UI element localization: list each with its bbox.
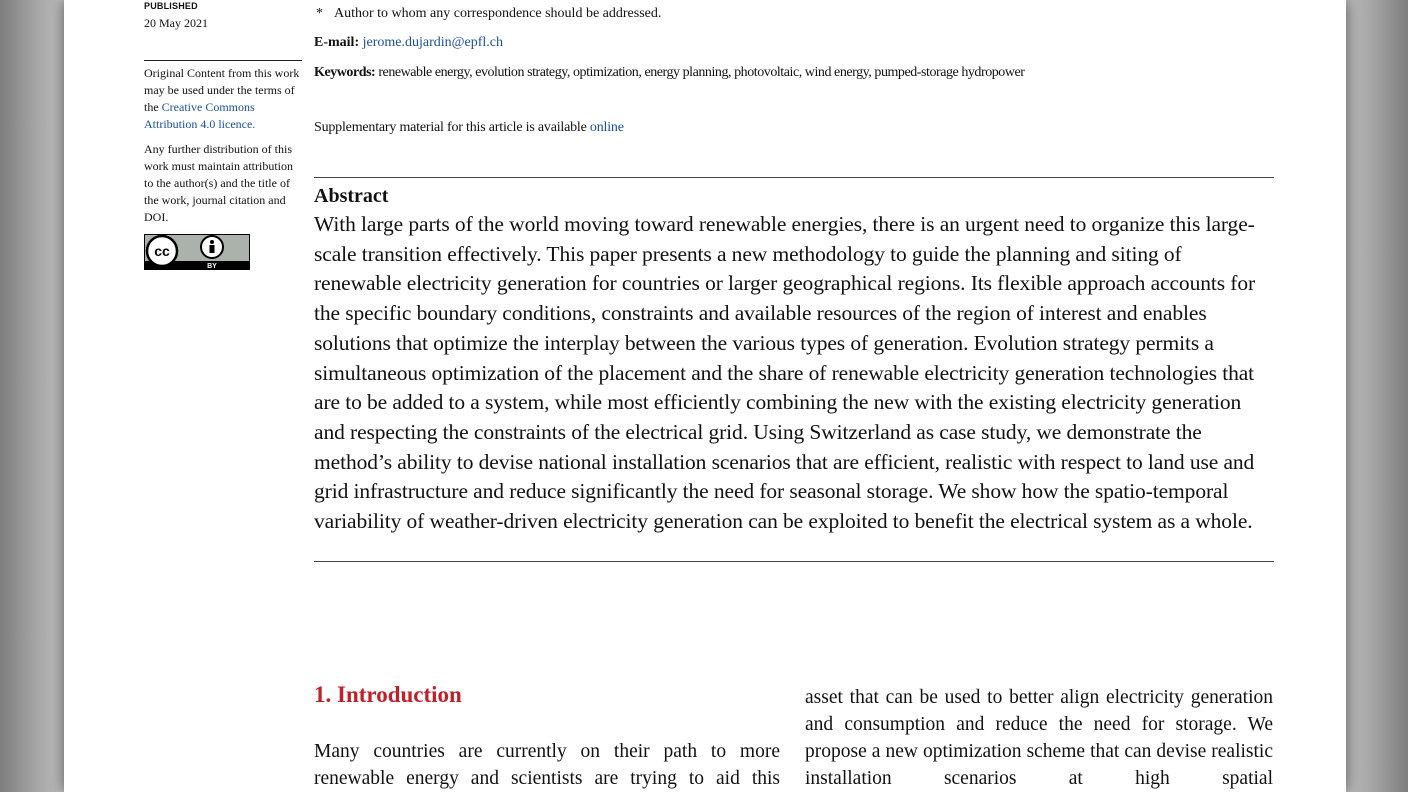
intro-right-column: [805, 684, 1273, 792]
cc-badge-cc-text: cc: [154, 243, 170, 259]
abstract-bottom-rule: [314, 561, 1274, 562]
email-label: E-mail:: [314, 35, 360, 50]
published-label: PUBLISHED: [144, 1, 198, 11]
keywords-value: renewable energy, evolution strategy, optimization, energy planning, photovoltaic, wind energy, pumped-storage hydropower: [378, 65, 1025, 80]
keywords-label: Keywords:: [314, 65, 376, 80]
correspondence-footnote: [314, 5, 1274, 23]
section-title-introduction: 1. Introduction: [314, 682, 462, 707]
main-column: [314, 0, 1274, 562]
license-note-text: Original Content from this work may be used under the terms of the: [144, 66, 300, 114]
email-link[interactable]: jerome.dujardin@epfl.ch: [362, 35, 504, 50]
abstract-heading: Abstract: [314, 185, 389, 207]
email-line: [314, 34, 1274, 52]
abstract-top-rule: [314, 177, 1274, 178]
margin-column: [144, 0, 304, 275]
license-link[interactable]: Creative Commons Attribution 4.0 licence.: [144, 100, 256, 131]
cc-by-license-icon[interactable]: [144, 234, 250, 270]
footnote-mark: *: [316, 6, 323, 21]
license-note: [144, 65, 304, 133]
keywords-line: [314, 64, 1274, 82]
margin-divider: [144, 60, 302, 61]
supplementary-link[interactable]: online: [589, 120, 624, 135]
abstract-body: With large parts of the world moving toward renewable energies, there is an urgent need to organize this large-scale transition effectively. This paper presents a new methodology to guide the planning and siting of renewable electricity generation for countries or larger geographical regions. Its flexible approach accounts for the specific boundary conditions, constraints and available resources of the region of interest and enables solutions that optimize the interplay between the various types of generation. Evolution strategy permits a simultaneous optimization of the placement and the share of renewable electricity generation technologies that are to be added to a system, while most efficiently combining the new with the existing electricity generation and respecting the constraints of the electrical grid. Using Switzerland as case study, we demonstrate the method’s ability to devise national installation scenarios that are efficient, realistic with respect to land use and grid infrastructure and reduce significantly the need for seasonal storage. We show how the spatio-temporal variability of weather-driven electricity generation can be exploited to benefit the electrical system as a whole.: [314, 212, 1256, 534]
supplementary-line: [314, 119, 1274, 137]
intro-left-column: [314, 680, 780, 792]
intro-left-paragraph: Many countries are currently on their path to more renewable energy and scientists are trying to aid this: [314, 741, 780, 789]
cc-badge-by-text: BY: [207, 263, 217, 270]
distribution-note: Any further distribution of this work must maintain attribution to the author(s) and the title of the work, journal citation and DOI.: [144, 142, 293, 224]
footnote-text: Author to whom any correspondence should be addressed.: [334, 6, 662, 21]
intro-right-paragraph: asset that can be used to better align electricity generation and consumption and reduce the need for storage. We propose a new optimization scheme that can devise realistic installation scenarios at high spatial: [805, 687, 1273, 789]
document-page: [64, 0, 1346, 792]
published-date: 20 May 2021: [144, 16, 208, 30]
supplementary-text: Supplementary material for this article is available: [314, 120, 590, 135]
